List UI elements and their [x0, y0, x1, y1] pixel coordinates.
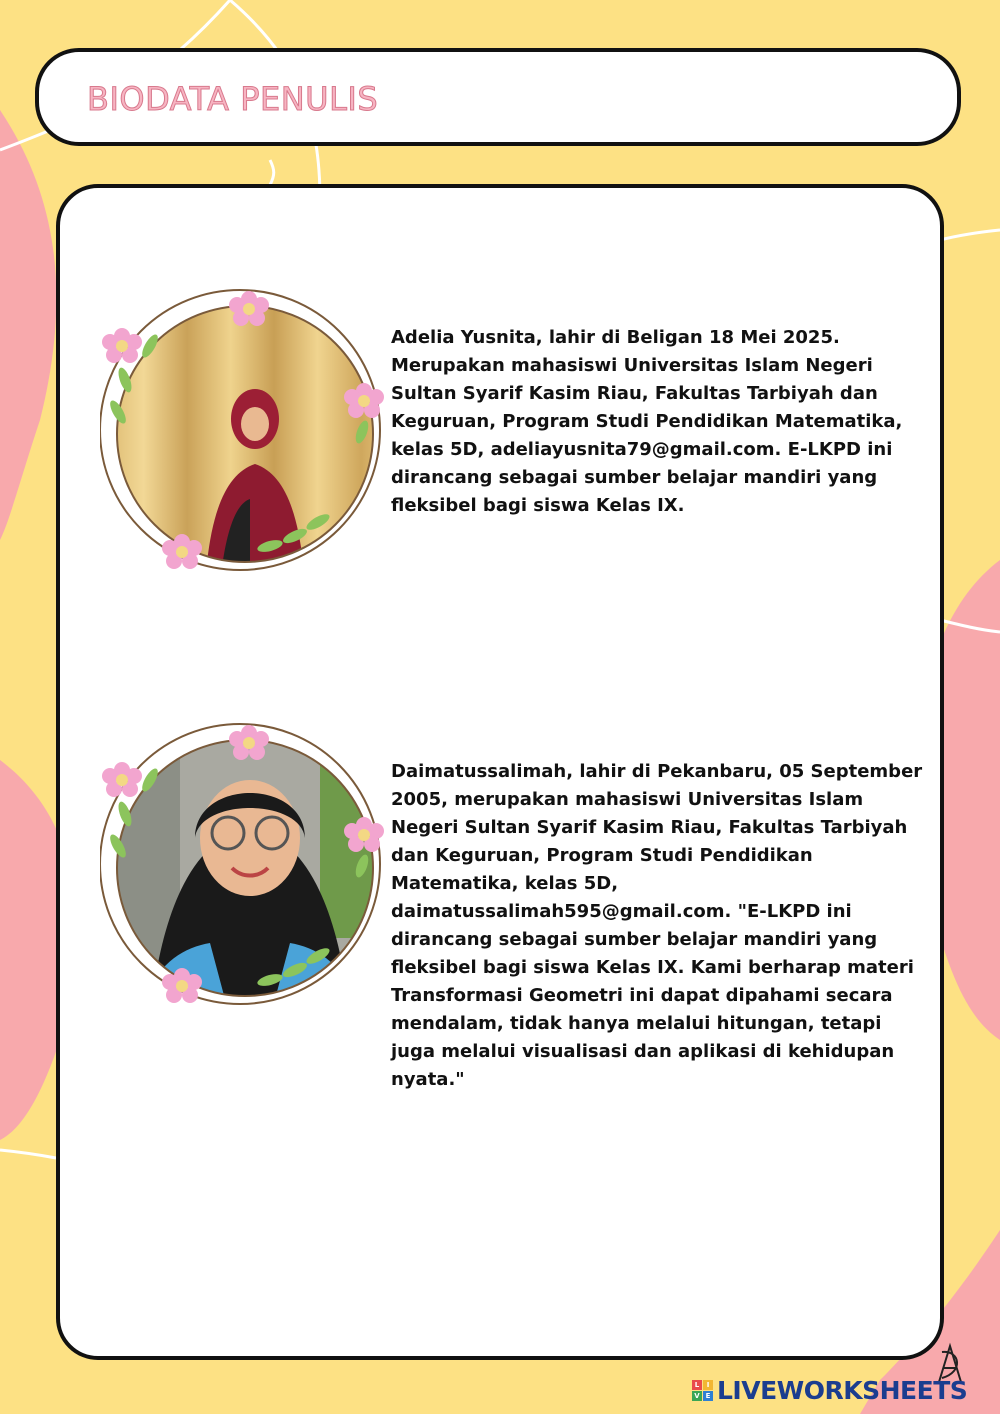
author-bio: Daimatussalimah, lahir di Pekanbaru, 05 September 2005, merupakan mahasiswi Universitas Islam Negeri Sultan Syarif Kasim Riau, Fakultas Tarbiyah dan Keguruan, Program Studi Pendidikan Matematika, kelas 5D, daimatussalimah595@gmail.com. "E-LKPD ini dirancang sebagai sumber belajar mandiri yang fleksibel bagi siswa Kelas IX. Kami berharap materi Transformasi Geometri ini dapat dipahami secara mendalam, tidak hanya melalui hitungan, tetapi juga melalui visualisasi dan aplikasi di kehidupan nyata." — [391, 761, 923, 1090]
author-entry — [60, 718, 948, 1090]
liveworksheets-watermark — [692, 1374, 992, 1406]
author-bio: Adelia Yusnita, lahir di Beligan 18 Mei 2025. Merupakan mahasiswi Universitas Islam Negeri Sultan Syarif Kasim Riau, Fakultas Tarbiyah dan Keguruan, Program Studi Pendidikan Matematika, kelas 5D, adeliayusnita79@gmail.com. E-LKPD ini dirancang sebagai sumber belajar mandiri yang fleksibel bagi siswa Kelas IX. — [391, 327, 903, 516]
author-photo — [100, 718, 390, 1018]
author-entry — [60, 284, 948, 584]
liveworksheets-logo: L I V E — [692, 1380, 713, 1401]
author-photo — [100, 284, 390, 584]
flower-icon — [102, 762, 142, 797]
flower-icon — [102, 328, 142, 363]
content-card — [56, 184, 944, 1360]
page-title: BIODATA PENULIS — [87, 80, 379, 118]
header-banner — [35, 48, 961, 146]
watermark-text: LIVEWORKSHEETS — [717, 1375, 968, 1405]
